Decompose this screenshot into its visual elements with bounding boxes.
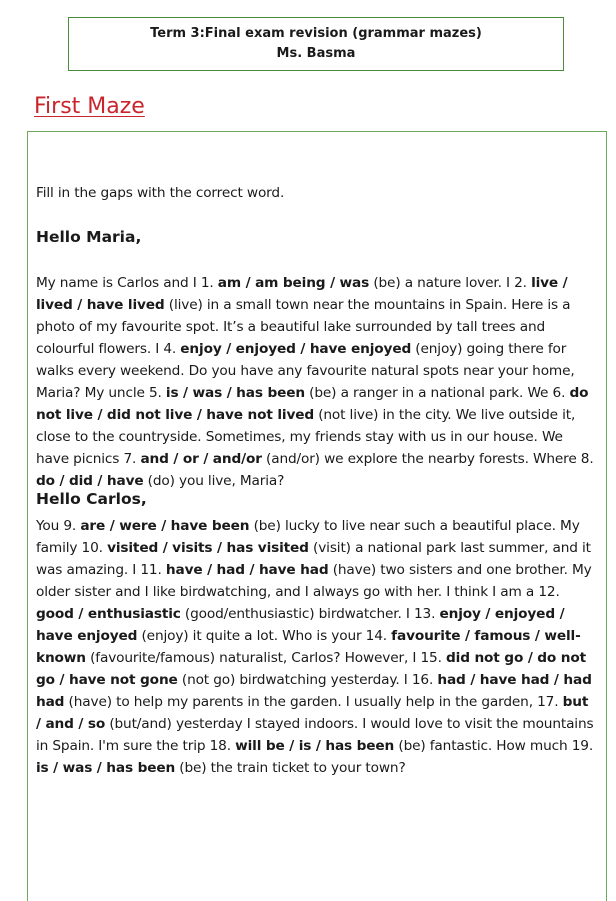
text-run: (enjoy) going there for walks every weekend. Do you have any favourite natural spots near your home, Maria? My uncle 5. (36, 341, 575, 401)
text-run: My name is Carlos and I 1. (36, 275, 218, 291)
text-run: (live) in a small town near the mountains in Spain. Here is a photo of my favourite spot. It’s a beautiful lake surrounded by tall trees and colourful flowers. I 4. (36, 297, 571, 357)
text-run: (enjoy) it quite a lot. Who is your 14. (137, 628, 392, 644)
text-run: (have) two sisters and one brother. My older sister and I like birdwatching, and I always go with her. I think I am a 12. (36, 562, 592, 600)
answer-options: live / lived / have lived (36, 275, 568, 313)
text-run: (be) a ranger in a national park. We 6. (304, 385, 570, 401)
answer-options: enjoy / enjoyed / have enjoyed (180, 341, 412, 357)
answer-options: do / did / have (36, 473, 144, 489)
answer-options: had / have had / had had (36, 672, 592, 710)
text-run: (not live) in the city. We live outside it, close to the countryside. Sometimes, my friends stay with us in our house. We have picnics 7. (36, 407, 576, 467)
answer-options: is / was / has been (165, 385, 305, 401)
answer-options: good / enthusiastic (36, 606, 181, 622)
header-box (68, 17, 564, 71)
text-run: (not go) birdwatching yesterday. I 16. (177, 672, 438, 688)
answer-options: is / was / has been (36, 760, 176, 776)
text-run: You 9. (36, 518, 81, 534)
letter-carlos-paragraph (36, 272, 596, 492)
answer-options: visited / visits / has visited (107, 540, 309, 556)
header-title: Term 3:Final exam revision (grammar mazes) (150, 26, 482, 41)
letter-maria-paragraph (36, 515, 596, 779)
section-title: First Maze (34, 94, 145, 119)
answer-options: have / had / have had (165, 562, 329, 578)
answer-options: but / and / so (36, 694, 589, 732)
text-run: (be) fantastic. How much 19. (394, 738, 594, 754)
instruction: Fill in the gaps with the correct word. (36, 185, 285, 201)
answer-options: enjoy / enjoyed / have enjoyed (36, 606, 565, 644)
text-run: (have) to help my parents in the garden. I usually help in the garden, 17. (64, 694, 563, 710)
text-run: (be) the train ticket to your town? (175, 760, 406, 776)
text-run: (good/enthusiastic) birdwatcher. I 13. (180, 606, 440, 622)
text-run: (be) a nature lover. I 2. (369, 275, 532, 291)
answer-options: am / am being / was (217, 275, 370, 291)
answer-options: are / were / have been (80, 518, 250, 534)
text-run: (do) you live, Maria? (143, 473, 285, 489)
answer-options: will be / is / has been (235, 738, 395, 754)
answer-options: and / or / and/or (140, 451, 262, 467)
text-run: (favourite/famous) naturalist, Carlos? However, I 15. (85, 650, 446, 666)
answer-options: did not go / do not go / have not gone (36, 650, 587, 688)
text-run: (be) lucky to live near such a beautiful place. My family 10. (36, 518, 580, 556)
text-run: (visit) a national park last summer, and it was amazing. I 11. (36, 540, 591, 578)
text-run: (and/or) we explore the nearby forests. Where 8. (261, 451, 594, 467)
greeting-carlos: Hello Carlos, (36, 490, 147, 508)
answer-options: do not live / did not live / have not lived (36, 385, 589, 423)
greeting-maria: Hello Maria, (36, 228, 142, 246)
header-teacher: Ms. Basma (276, 46, 356, 61)
answer-options: favourite / famous / well-known (36, 628, 581, 666)
text-run: (but/and) yesterday I stayed indoors. I would love to visit the mountains in Spain. I'm sure the trip 18. (36, 716, 594, 754)
